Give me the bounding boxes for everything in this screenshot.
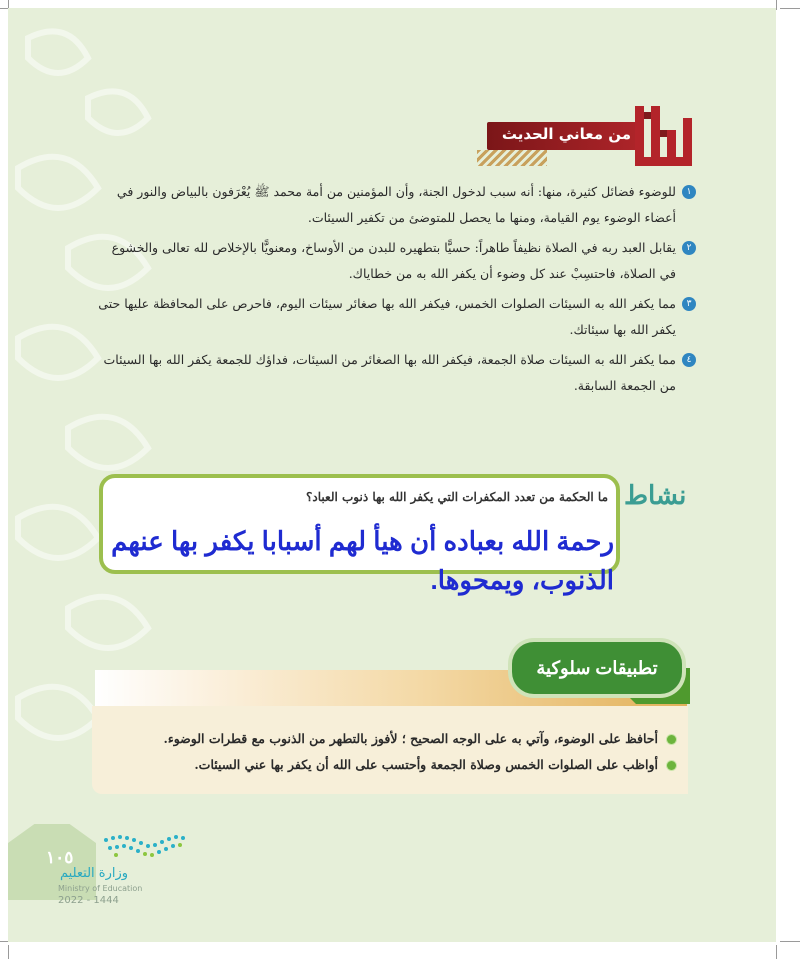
hadith-meanings-list [96, 179, 696, 403]
list-item [96, 347, 696, 399]
handwritten-answer-line-1: رحمة الله بعباده أن هيأ لهم أسبابا يكفر بها عنهم [111, 526, 614, 556]
item-text: مما يكفر الله به السيئات الصلوات الخمس، فيكفر الله بها صغائر سيئات اليوم، فاحرص على المحافظة عليها حتى يكفر الله بها سيئاتك. [98, 296, 676, 337]
crop-mark [780, 8, 800, 9]
calligraphy-logo-icon [629, 100, 697, 172]
decorative-stripes [477, 150, 547, 166]
item-text: مما يكفر الله به السيئات صلاة الجمعة، فيكفر الله بها الصغائر من السيئات، فداؤك للجمعة يكفر الله بها السيئات من الجمعة السابقة. [103, 352, 676, 393]
crop-mark [776, 945, 777, 959]
behavior-list [96, 726, 676, 778]
list-item [96, 726, 676, 752]
item-number-badge: ٣ [682, 297, 696, 311]
crop-mark [780, 941, 800, 942]
edition-year: 2022 - 1444 [58, 895, 119, 906]
section-header [377, 100, 697, 172]
behavior-item-text: أحافظ على الوضوء، وآتي به على الوجه الصحيح ؛ لأفوز بالتطهر من الذنوب مع قطرات الوضوء. [163, 731, 658, 746]
activity-question: ما الحكمة من تعدد المكفرات التي يكفر الله بها ذنوب العباد؟ [306, 490, 608, 504]
behavior-title: تطبيقات سلوكية [536, 658, 658, 678]
page-number: ١٠٥ [46, 848, 74, 867]
behavior-box [92, 706, 688, 794]
item-number-badge: ١ [682, 185, 696, 199]
activity-label: نشاط [624, 480, 687, 510]
bullet-icon [667, 761, 676, 770]
bullet-icon [667, 735, 676, 744]
list-item [96, 291, 696, 343]
list-item [96, 752, 676, 778]
ministry-name: وزارة التعليم [60, 866, 129, 881]
section-title-bar [487, 122, 637, 150]
crop-mark [776, 0, 777, 10]
behavior-title-badge [512, 642, 682, 694]
list-item [96, 179, 696, 231]
ministry-name-english: Ministry of Education [58, 884, 143, 893]
item-text: يقابل العبد ربه في الصلاة نظيفاً طاهراً: حسيًّا بتطهيره للبدن من الأوساخ، ومعنويًّا بالإخلاص لله تعالى والخشوع في الصلاة، فاحتسِبْ عند كل وضوء أن يكفر الله به من خطاياك. [111, 240, 676, 281]
section-title: من معاني الحديث [501, 125, 631, 143]
item-text: للوضوء فضائل كثيرة، منها: أنه سبب لدخول الجنة، وأن المؤمنين من أمة محمد ﷺ يُعْرَفون بالبياض والنور في أعضاء الوضوء يوم القيامة، ومنها ما يحصل للمتوضئ من تكفير السيئات. [116, 184, 676, 225]
behavior-item-text: أواظب على الصلوات الخمس وصلاة الجمعة وأحتسب على الله أن يكفر بها عني السيئات. [194, 757, 658, 772]
crop-mark [8, 945, 9, 959]
item-number-badge: ٤ [682, 353, 696, 367]
list-item [96, 235, 696, 287]
handwritten-answer-line-2: الذنوب، ويمحوها. [430, 565, 614, 595]
item-number-badge: ٢ [682, 241, 696, 255]
